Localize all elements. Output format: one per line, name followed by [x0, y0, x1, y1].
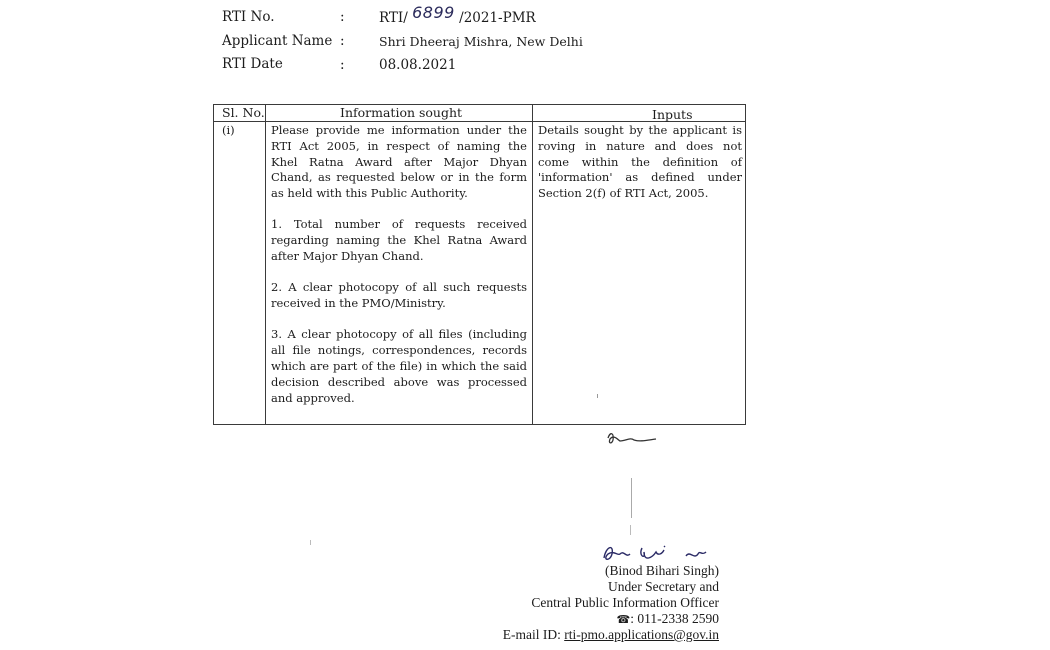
row-inputs: Details sought by the applicant is roving in nature and does not come within the definition of 'information' as defined under Section 2(f) of RTI Act, 2005. — [538, 123, 742, 201]
scan-mark — [310, 540, 311, 545]
info-item-1: 1. Total number of requests received regarding naming the Khel Ratna Award after Major Dhyan Chand. — [271, 217, 527, 264]
row-sl-no: (i) — [222, 123, 235, 137]
phone-prefix: : — [630, 611, 638, 626]
phone-icon: ☎ — [616, 614, 631, 626]
applicant-value: Shri Dheeraj Mishra, New Delhi — [379, 34, 583, 49]
rti-no-value — [379, 3, 536, 26]
col-divider-1 — [265, 105, 266, 424]
scan-mark — [631, 478, 632, 518]
rti-date-label: RTI Date — [222, 56, 283, 72]
row-information-sought — [271, 123, 527, 422]
email-address[interactable]: rti-pmo.applications@gov.in — [564, 627, 719, 642]
rti-no-prefix: RTI/ — [379, 10, 408, 26]
rti-no-handwritten: 6899 — [412, 3, 455, 22]
initials-mark — [604, 428, 660, 448]
signatory-name: (Binod Bihari Singh) — [605, 563, 719, 578]
signatory-designation: Under Secretary and — [608, 579, 719, 594]
info-item-3: 3. A clear photocopy of all files (including all file notings, correspondences, records which are part of the file) in which the said decision described above was processed and approved. — [271, 327, 527, 405]
info-item-2: 2. A clear photocopy of all such requests received in the PMO/Ministry. — [271, 280, 527, 311]
signatory-phone — [617, 611, 719, 628]
rti-no-label: RTI No. — [222, 9, 275, 25]
phone-number: 011-2338 2590 — [637, 611, 719, 626]
col-header-information-sought: Information sought — [340, 105, 463, 120]
col-header-inputs: Inputs — [652, 107, 693, 122]
information-table — [213, 104, 746, 425]
rti-no-suffix: /2021-PMR — [459, 10, 536, 26]
signatory-office: Central Public Information Officer — [531, 595, 719, 610]
signatory-email — [503, 627, 719, 643]
scan-mark — [597, 394, 598, 398]
col-header-sl-no: Sl. No. — [222, 105, 265, 120]
applicant-colon: : — [340, 33, 345, 49]
scan-mark — [630, 525, 631, 535]
info-intro: Please provide me information under the RTI Act 2005, in respect of naming the Khel Ratna Award after Major Dhyan Chand, as requested below or in the form as held with this Public Authority. — [271, 123, 527, 201]
rti-date-value: 08.08.2021 — [379, 57, 457, 73]
col-divider-2 — [532, 105, 533, 424]
rti-date-colon: : — [340, 57, 345, 73]
email-label: E-mail ID: — [502, 627, 561, 642]
rti-no-colon: : — [340, 9, 345, 25]
applicant-label: Applicant Name — [222, 33, 333, 49]
